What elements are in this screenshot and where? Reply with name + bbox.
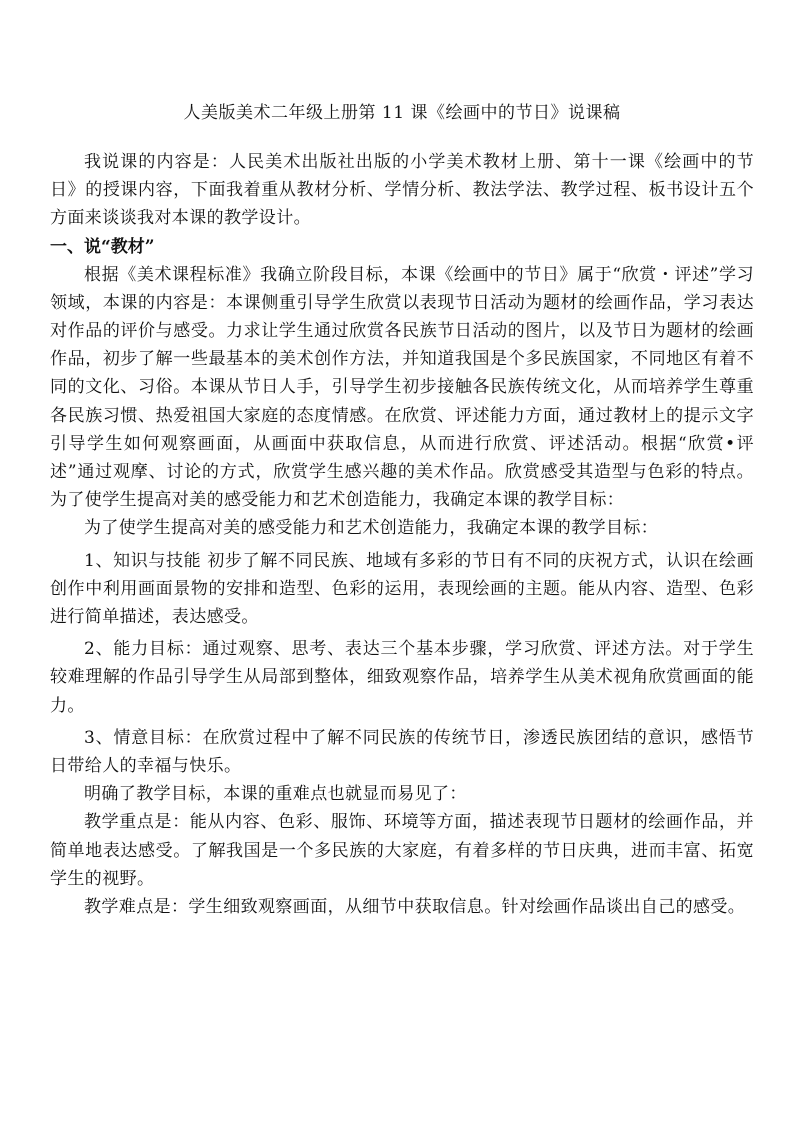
key-points-paragraph: 教学重点是：能从内容、色彩、服饰、环境等方面，描述表现节日题材的绘画作品，并简单地表达感受。了解我国是一个多民族的大家庭，有着多样的节日庆典，进而丰富、拓宽学生的视野。 bbox=[50, 812, 754, 889]
goal-knowledge-skill: 1、知识与技能 初步了解不同民族、地域有多彩的节日有不同的庆祝方式，认识在绘画创作中利用画面景物的安排和造型、色彩的运用，表现绘画的主题。能从内容、造型、色彩进行简单描述，表达感受。 bbox=[50, 550, 754, 628]
goal-emotion: 3、情意目标：在欣赏过程中了解不同民族的传统节日，渗透民族团结的意识，感悟节日带给人的幸福与快乐。 bbox=[50, 727, 754, 777]
difficulty-intro-paragraph: 明确了教学目标，本课的重难点也就显而易见了： bbox=[84, 784, 467, 805]
intro-paragraph: 我说课的内容是：人民美术出版社出版的小学美术教材上册、第十一课《绘画中的节日》的授课内容，下面我着重从教材分析、学情分析、教法学法、教学过程、板书设计五个方面来谈谈我对本课的教学设计。 bbox=[50, 152, 754, 229]
textbook-analysis-paragraph: 根据《美术课程标准》我确立阶段目标，本课《绘画中的节日》属于“欣赏・评述”学习领域，本课的内容是：本课侧重引导学生欣赏以表现节日活动为题材的绘画作品，学习表达对作品的评价与感受。力求让学生通过欣赏各民族节日活动的图片，以及节日为题材的绘画作品，初步了解一些最基本的美术创作方法，并知道我国是个多民族国家，不同地区有着不同的文化、习俗。本课从节日人手，引导学生初步接触各民族传统文化，从而培养学生尊重各民族习惯、热爱祖国大家庭的态度情感。在欣赏、评述能力方面，通过教材上的提示文字引导学生如何观察画面，从画面中获取信息，从而进行欣赏、评述活动。根据“欣赏•评述”通过观摩、讨论的方式，欣赏学生感兴趣的美术作品。欣赏感受其造型与色彩的特点。为了使学生提高对美的感受能力和艺术创造能力，我确定本课的教学目标： bbox=[50, 264, 754, 511]
goal-ability: 2、能力目标：通过观察、思考、表达三个基本步骤，学习欣赏、评述方法。对于学生较难理解的作品引导学生从局部到整体，细致观察作品，培养学生从美术视角欣赏画面的能力。 bbox=[50, 639, 754, 716]
teaching-goal-intro-paragraph: 为了使学生提高对美的感受能力和艺术创造能力，我确定本课的教学目标： bbox=[84, 518, 659, 539]
section-heading-textbook: 一、说“教材” bbox=[50, 236, 155, 257]
difficult-points-paragraph: 教学难点是：学生细致观察画面，从细节中获取信息。针对绘画作品谈出自己的感受。 bbox=[84, 897, 746, 918]
document-title: 人美版美术二年级上册第 11 课《绘画中的节日》说课稿 bbox=[183, 103, 621, 123]
